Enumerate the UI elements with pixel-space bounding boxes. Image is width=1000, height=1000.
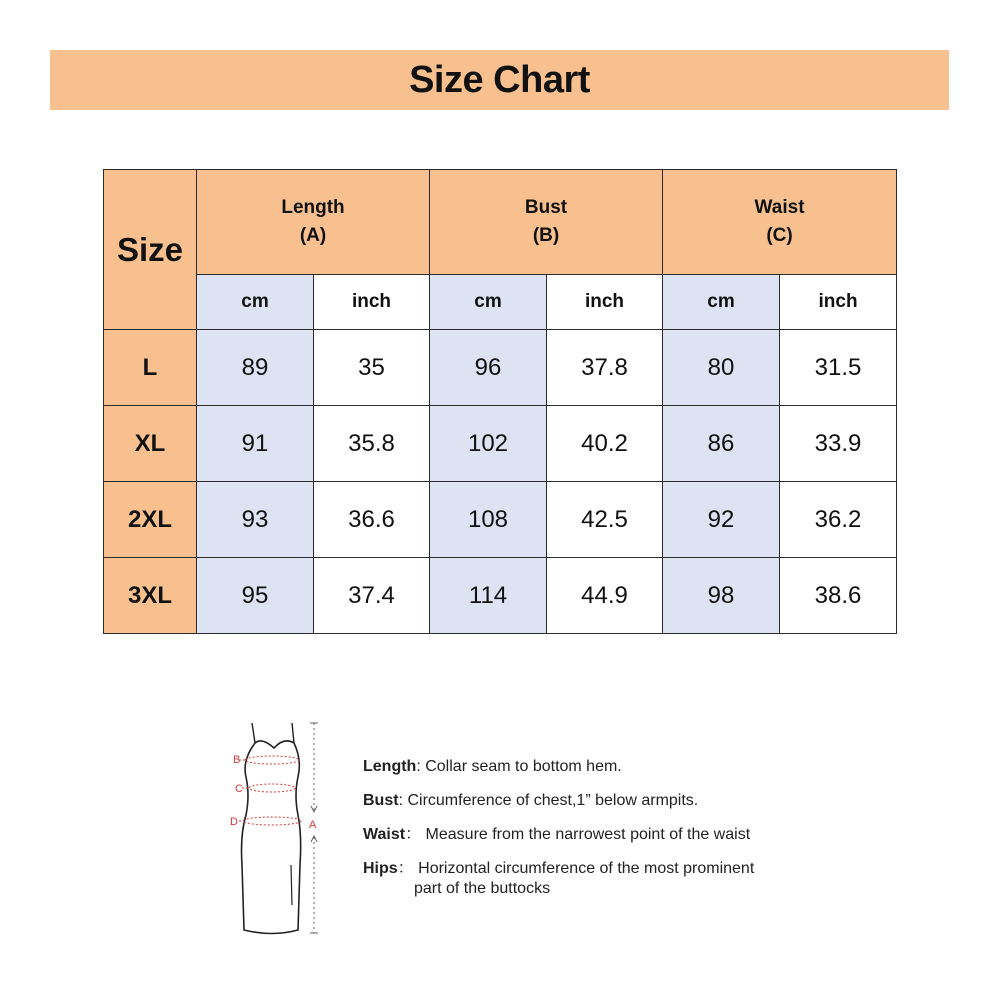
- unit-header: inch: [314, 275, 430, 330]
- measurement-cell: 95: [197, 558, 314, 634]
- group-code: (B): [532, 225, 560, 246]
- note-sep: ：: [405, 826, 422, 843]
- measurement-cell: 86: [663, 406, 780, 482]
- group-name: Waist: [754, 197, 805, 218]
- marker-b: B: [233, 754, 241, 766]
- group-code: (A): [299, 225, 327, 246]
- group-header-row: [104, 170, 897, 275]
- measurement-cell: 36.6: [314, 482, 430, 558]
- size-chart-table: [103, 169, 897, 634]
- right-strap: [292, 723, 294, 743]
- left-strap: [252, 723, 255, 743]
- measurement-cell: 35: [314, 330, 430, 406]
- unit-header-row: [104, 275, 897, 330]
- title-banner: [50, 50, 949, 110]
- group-header-bust: [430, 170, 663, 275]
- size-column-header: Size: [104, 170, 197, 330]
- group-name: Bust: [524, 197, 568, 218]
- measurement-notes: [363, 757, 783, 913]
- group-code: (C): [766, 225, 793, 246]
- measurement-cell: 98: [663, 558, 780, 634]
- measurement-cell: 80: [663, 330, 780, 406]
- measurement-cell: 35.8: [314, 406, 430, 482]
- size-label: XL: [104, 406, 197, 482]
- measurement-cell: 44.9: [547, 558, 663, 634]
- note-term: Waist: [363, 826, 406, 843]
- unit-header: cm: [663, 275, 780, 330]
- page-title: Size Chart: [409, 58, 590, 101]
- marker-d: D: [230, 816, 238, 828]
- size-label: L: [104, 330, 197, 406]
- group-header-waist: [663, 170, 897, 275]
- measurement-cell: 89: [197, 330, 314, 406]
- note-bust: [363, 791, 783, 811]
- measurement-cell: 108: [430, 482, 547, 558]
- note-text: Horizontal circumference of the most prominent: [413, 860, 755, 877]
- dress-measurement-diagram: [222, 715, 332, 940]
- measurement-cell: 36.2: [780, 482, 897, 558]
- note-hips: [363, 859, 783, 899]
- measurement-cell: 37.4: [314, 558, 430, 634]
- measurement-cell: 40.2: [547, 406, 663, 482]
- note-length: [363, 757, 783, 777]
- size-row: [104, 482, 897, 558]
- size-row: [104, 558, 897, 634]
- note-sep: :: [398, 792, 404, 809]
- unit-header: cm: [197, 275, 314, 330]
- note-waist: [363, 825, 783, 845]
- note-term: Hips: [363, 860, 398, 877]
- measurement-cell: 38.6: [780, 558, 897, 634]
- measurement-cell: 93: [197, 482, 314, 558]
- measurement-cell: 92: [663, 482, 780, 558]
- unit-header: cm: [430, 275, 547, 330]
- size-label: 3XL: [104, 558, 197, 634]
- group-name: Length: [281, 197, 345, 218]
- measurement-cell: 31.5: [780, 330, 897, 406]
- unit-header: inch: [547, 275, 663, 330]
- note-text: Circumference of chest,1” below armpits.: [403, 792, 699, 809]
- measurement-cell: 42.5: [547, 482, 663, 558]
- size-label: 2XL: [104, 482, 197, 558]
- hips-line: [243, 817, 301, 825]
- waist-line: [249, 784, 295, 792]
- measurement-cell: 96: [430, 330, 547, 406]
- note-sep: :: [416, 758, 421, 775]
- note-term: Bust: [363, 792, 399, 809]
- measurement-cell: 102: [430, 406, 547, 482]
- marker-c: C: [235, 783, 243, 795]
- size-row: [104, 406, 897, 482]
- measurement-cell: 33.9: [780, 406, 897, 482]
- marker-a: A: [309, 819, 317, 831]
- note-text: Collar seam to bottom hem.: [420, 758, 622, 775]
- measurement-cell: 91: [197, 406, 314, 482]
- note-text-continued: part of the buttocks: [414, 880, 551, 897]
- measurement-cell: 37.8: [547, 330, 663, 406]
- bust-line: [245, 756, 299, 764]
- measurement-cell: 114: [430, 558, 547, 634]
- dress-slit: [291, 865, 292, 905]
- note-term: Length: [363, 758, 417, 775]
- note-sep: ：: [397, 860, 414, 877]
- size-row: [104, 330, 897, 406]
- note-text: Measure from the narrowest point of the waist: [421, 826, 751, 843]
- unit-header: inch: [780, 275, 897, 330]
- group-header-length: [197, 170, 430, 275]
